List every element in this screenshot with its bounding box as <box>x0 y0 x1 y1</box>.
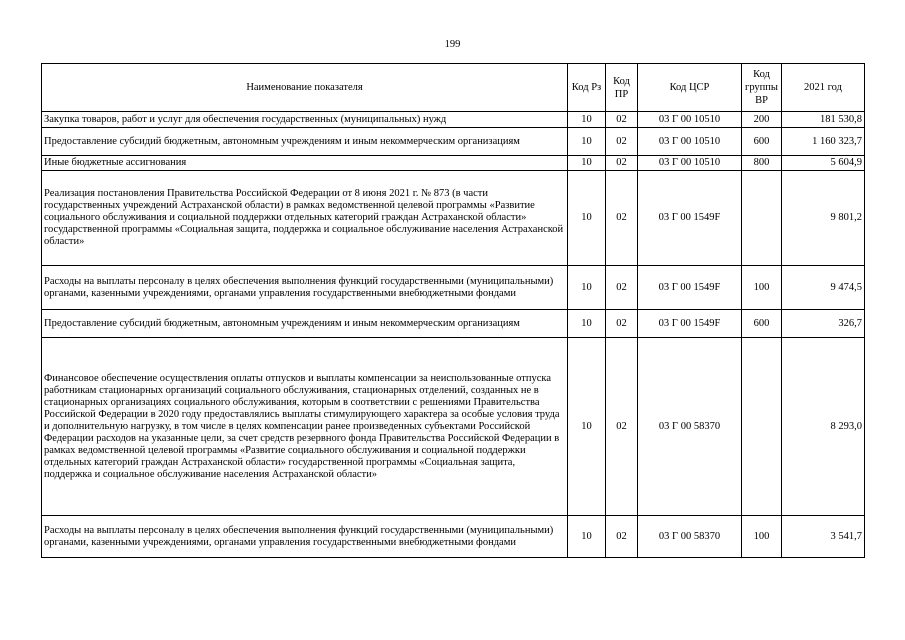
budget-table <box>41 63 865 558</box>
row-rz: 10 <box>568 171 606 266</box>
row-rz: 10 <box>568 516 606 558</box>
row-name: Закупка товаров, работ и услуг для обеспечения государственных (муниципальных) нужд <box>42 112 568 128</box>
header-vr: Код группы ВР <box>742 64 782 112</box>
row-rz: 10 <box>568 338 606 516</box>
header-pr: Код ПР <box>606 64 638 112</box>
row-csr: 03 Г 00 10510 <box>638 128 742 156</box>
row-amount: 9 801,2 <box>782 171 865 266</box>
row-vr <box>742 338 782 516</box>
row-amount: 181 530,8 <box>782 112 865 128</box>
row-amount: 3 541,7 <box>782 516 865 558</box>
row-csr: 03 Г 00 1549F <box>638 171 742 266</box>
row-pr: 02 <box>606 266 638 310</box>
row-pr: 02 <box>606 516 638 558</box>
row-vr: 800 <box>742 156 782 171</box>
header-year: 2021 год <box>782 64 865 112</box>
row-csr: 03 Г 00 58370 <box>638 338 742 516</box>
row-name: Финансовое обеспечение осуществления оплаты отпусков и выплаты компенсации за неиспользованные отпуска работникам стационарных организаций социального обслуживания, стационарных отделений, созданных не в стационарных организациях социального обслуживания, которым в соответствии с решениями Правительства Российской Федерации в 2020 году предоставлялись выплаты стимулирующего характера за особые условия труда и дополнительную нагрузку, в том числе в целях компенсации ранее произведенных субъектами Российской Федерации расходов на указанные цели, за счет средств резервного фонда Правительства Российской Федерации в рамках ведомственной целевой программы «Развитие социального обслуживания и социальной поддержки отдельных категорий граждан Астраханской области» государственной программы «Социальная защита, поддержка и социальное обслуживание населения Астраханской области» <box>42 338 568 516</box>
table-row <box>42 156 865 171</box>
row-vr: 100 <box>742 266 782 310</box>
row-rz: 10 <box>568 266 606 310</box>
row-csr: 03 Г 00 10510 <box>638 156 742 171</box>
header-name: Наименование показателя <box>42 64 568 112</box>
row-csr: 03 Г 00 10510 <box>638 112 742 128</box>
table-row <box>42 171 865 266</box>
table-row <box>42 338 865 516</box>
table-row <box>42 310 865 338</box>
row-amount: 9 474,5 <box>782 266 865 310</box>
row-name: Предоставление субсидий бюджетным, автономным учреждениям и иным некоммерческим организациям <box>42 128 568 156</box>
table-row <box>42 112 865 128</box>
row-name: Реализация постановления Правительства Российской Федерации от 8 июня 2021 г. № 873 (в части государственных учреждений Астраханской области) в рамках ведомственной целевой программы «Развитие социального обслуживания и социальной поддержки отдельных категорий граждан Астраханской области» государственной программы «Социальная защита, поддержка и социальное обслуживание населения Астраханской области» <box>42 171 568 266</box>
row-csr: 03 Г 00 1549F <box>638 310 742 338</box>
page-number: 199 <box>444 39 461 50</box>
row-rz: 10 <box>568 128 606 156</box>
row-pr: 02 <box>606 338 638 516</box>
row-amount: 1 160 323,7 <box>782 128 865 156</box>
row-rz: 10 <box>568 112 606 128</box>
header-csr: Код ЦСР <box>638 64 742 112</box>
row-name: Иные бюджетные ассигнования <box>42 156 568 171</box>
table-row <box>42 516 865 558</box>
row-pr: 02 <box>606 310 638 338</box>
row-name: Расходы на выплаты персоналу в целях обеспечения выполнения функций государственными (муниципальными) органами, казенными учреждениями, органами управления государственными внебюджетными фондами <box>42 266 568 310</box>
row-amount: 8 293,0 <box>782 338 865 516</box>
row-vr: 600 <box>742 310 782 338</box>
row-vr <box>742 171 782 266</box>
row-pr: 02 <box>606 112 638 128</box>
row-amount: 5 604,9 <box>782 156 865 171</box>
row-pr: 02 <box>606 128 638 156</box>
row-vr: 100 <box>742 516 782 558</box>
row-pr: 02 <box>606 156 638 171</box>
row-rz: 10 <box>568 156 606 171</box>
table-header-row <box>42 64 865 112</box>
header-rz: Код Рз <box>568 64 606 112</box>
row-csr: 03 Г 00 58370 <box>638 516 742 558</box>
table-row <box>42 266 865 310</box>
row-name: Предоставление субсидий бюджетным, автономным учреждениям и иным некоммерческим организациям <box>42 310 568 338</box>
row-vr: 600 <box>742 128 782 156</box>
row-name: Расходы на выплаты персоналу в целях обеспечения выполнения функций государственными (муниципальными) органами, казенными учреждениями, органами управления государственными внебюджетными фондами <box>42 516 568 558</box>
row-rz: 10 <box>568 310 606 338</box>
row-pr: 02 <box>606 171 638 266</box>
row-amount: 326,7 <box>782 310 865 338</box>
row-csr: 03 Г 00 1549F <box>638 266 742 310</box>
table-row <box>42 128 865 156</box>
row-vr: 200 <box>742 112 782 128</box>
